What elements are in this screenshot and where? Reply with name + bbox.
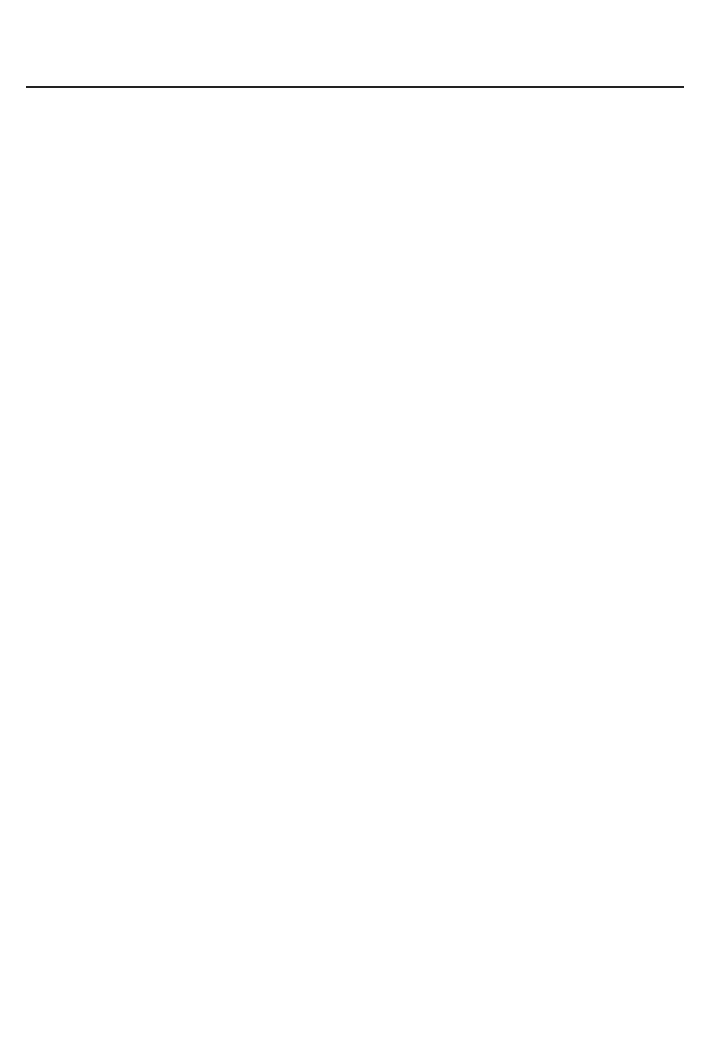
table-header <box>26 52 684 88</box>
index-page <box>26 52 684 88</box>
